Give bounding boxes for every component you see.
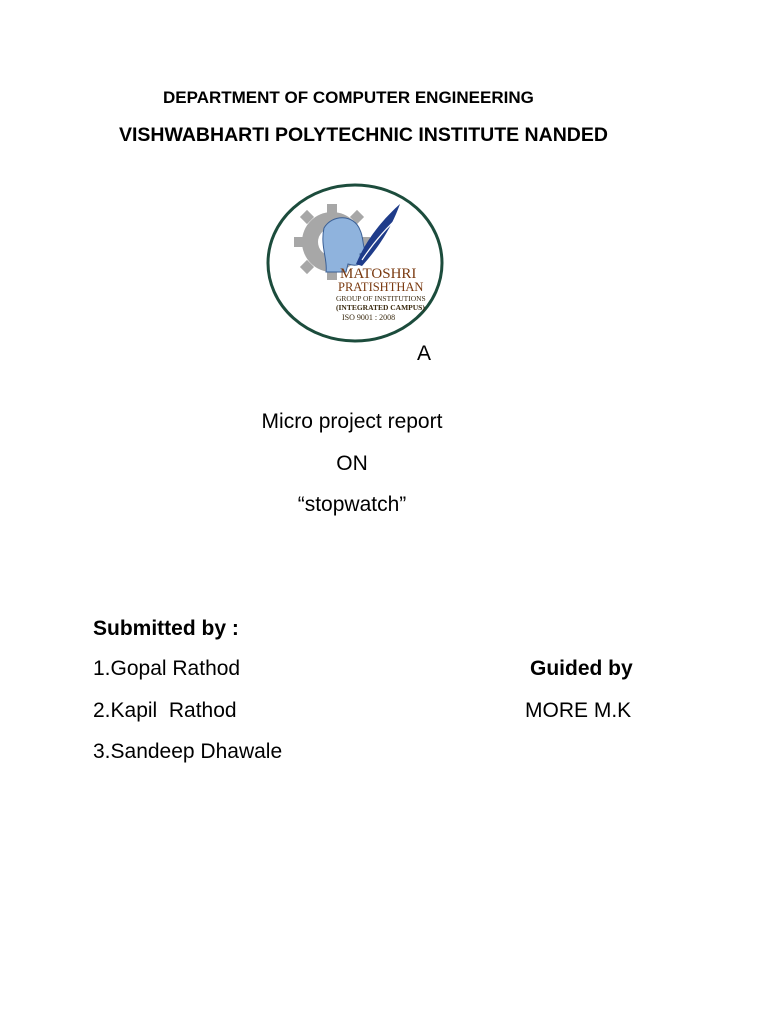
guide-name: MORE M.K [525, 699, 632, 722]
report-on: ON [336, 452, 368, 475]
guided-by-label: Guided by [530, 657, 633, 680]
report-topic: “stopwatch” [297, 493, 407, 516]
report-type: Micro project report [261, 410, 443, 433]
institution-logo-icon [262, 180, 448, 345]
logo-line-5: ISO 9001 : 2008 [342, 313, 396, 322]
logo-line-2: PRATISHTHAN [338, 280, 424, 294]
logo-line-4: (INTEGRATED CAMPUS) [336, 303, 425, 312]
department-heading: DEPARTMENT OF COMPUTER ENGINEERING [163, 88, 534, 107]
member-2: 2.Kapil Rathod [93, 699, 237, 722]
member-3: 3.Sandeep Dhawale [93, 740, 283, 763]
report-article: A [417, 342, 432, 365]
logo-line-3: GROUP OF INSTITUTIONS [336, 294, 426, 303]
institute-heading: VISHWABHARTI POLYTECHNIC INSTITUTE NANDED [119, 124, 608, 146]
submitted-by-label: Submitted by : [93, 617, 239, 640]
member-1: 1.Gopal Rathod [93, 657, 241, 680]
logo-line-1: MATOSHRI [340, 266, 417, 282]
